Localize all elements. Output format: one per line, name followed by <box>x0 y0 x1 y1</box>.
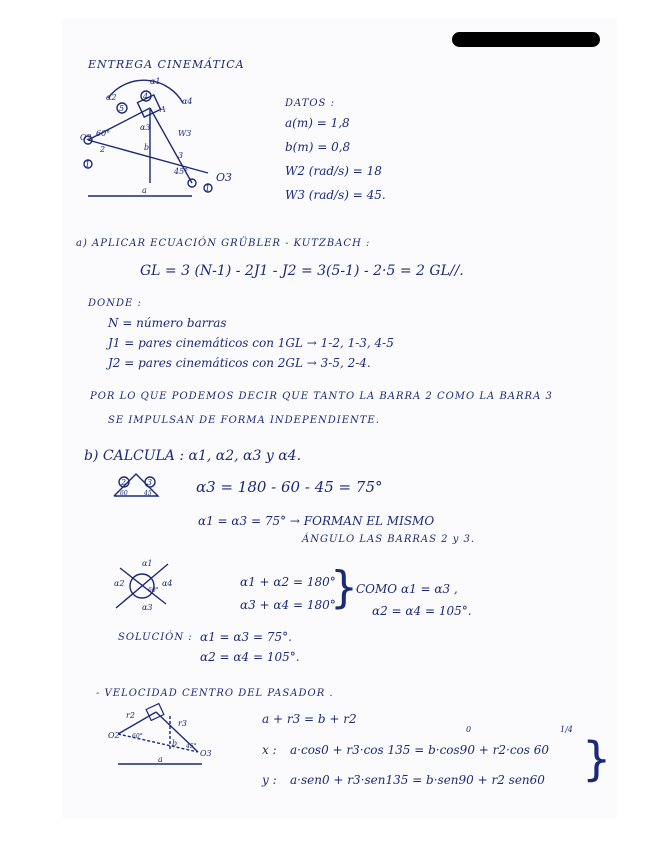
system-brace: } <box>330 562 358 613</box>
label-o3: O3 <box>216 171 233 184</box>
datos-line: a(m) = 1,8 <box>285 116 350 130</box>
y-equation: a·sen0 + r3·sen135 = b·sen90 + r2 sen60 <box>290 773 545 787</box>
label-alpha3: α3 <box>140 123 151 132</box>
x-equation: a·cos0 + r3·cos 135 = b·cos90 + r2·cos 60 <box>290 743 550 757</box>
conclusion-line-1: POR LO QUE PODEMOS DECIR QUE TANTO LA BARRA 2 COMO LA BARRA 3 <box>90 391 553 402</box>
alpha1-note: ÁNGULO LAS BARRAS 2 y 3. <box>302 534 476 545</box>
vel-label-45: 45° <box>186 743 197 750</box>
como-line-2: α2 = α4 = 105°. <box>372 604 472 618</box>
cross-alpha1: α1 <box>142 559 153 568</box>
vector-equation: a + r3 = b + r2 <box>262 712 357 726</box>
datos-line: W3 (rad/s) = 45. <box>285 188 386 202</box>
label-node-2: 2 <box>100 145 106 154</box>
section-b-heading: b) CALCULA : α1, α2, α3 y α4. <box>84 448 302 464</box>
definition-line: N = número barras <box>108 316 227 330</box>
xy-brace: } <box>582 732 612 786</box>
label-node-1a: 1 <box>85 160 91 169</box>
label-o2: O2 <box>80 133 92 142</box>
como-line-1: COMO α1 = α3 , <box>356 582 458 596</box>
system-eq-2: α3 + α4 = 180° <box>240 598 336 612</box>
system-eq-1: α1 + α2 = 180° <box>240 575 336 589</box>
y-label: y : <box>262 773 277 787</box>
label-A: A <box>160 105 166 114</box>
superscript-quarter: 1/4 <box>560 725 573 734</box>
datos-heading: DATOS : <box>285 98 335 109</box>
tri-label-2: 2 <box>121 478 127 487</box>
label-node-4: 4 <box>143 92 149 101</box>
section-a-heading: a) APLICAR ECUACIÓN GRÜBLER - KUTZBACH : <box>76 238 371 249</box>
vel-label-o3: O3 <box>200 749 212 758</box>
vector-r2 <box>118 712 156 734</box>
label-node-1b: 1 <box>205 184 211 193</box>
velocity-diagram <box>108 702 222 772</box>
label-w3: W3 <box>178 129 192 138</box>
gruebler-equation: GL = 3 (N-1) - 2J1 - J2 = 3(5-1) - 2·5 = 2 GL//. <box>140 263 464 279</box>
tri-label-45: 45 <box>144 490 152 497</box>
crossing-angles-diagram <box>112 560 176 612</box>
label-b: b <box>144 143 150 152</box>
superscript-zero: 0 <box>466 725 472 734</box>
redaction-bar <box>452 32 600 47</box>
label-45: 45° <box>174 167 189 176</box>
vel-label-r3: r3 <box>178 719 187 728</box>
datos-line: W2 (rad/s) = 18 <box>285 164 382 178</box>
document-title: ENTREGA CINEMÁTICA <box>88 58 245 71</box>
label-60: 60° <box>96 129 111 138</box>
conclusion-line-2: SE IMPULSAN DE FORMA INDEPENDIENTE. <box>108 415 380 426</box>
donde-label: DONDE : <box>88 298 142 309</box>
vel-label-a: a <box>158 755 163 764</box>
label-node-5: 5 <box>119 104 125 113</box>
cross-alpha2: α2 <box>114 579 125 588</box>
cross-60: 60° <box>148 587 159 594</box>
alpha1-statement: α1 = α3 = 75° → FORMAN EL MISMO <box>198 514 435 528</box>
tri-label-60: 60 <box>120 490 128 497</box>
vel-label-o2: O2 <box>108 731 120 740</box>
solution-line-1: α1 = α3 = 75°. <box>200 630 292 644</box>
alpha3-calc: α3 = 180 - 60 - 45 = 75° <box>196 478 383 496</box>
label-a: a <box>142 186 147 195</box>
solution-line-2: α2 = α4 = 105°. <box>200 650 300 664</box>
definition-line: J1 = pares cinemáticos con 1GL → 1-2, 1-3, 4-5 <box>108 336 394 350</box>
mechanism-diagram <box>78 78 238 203</box>
x-label: x : <box>262 743 277 757</box>
label-alpha2: α2 <box>106 93 117 102</box>
tri-label-3: 3 <box>147 478 153 487</box>
velocity-heading: - VELOCIDAD CENTRO DEL PASADOR . <box>96 688 334 699</box>
solucion-label: SOLUCIÓN : <box>118 632 193 643</box>
label-node-3: 3 <box>178 151 184 160</box>
definition-line: J2 = pares cinemáticos con 2GL → 3-5, 2-4. <box>108 356 371 370</box>
vel-label-b: b <box>172 739 178 748</box>
vel-label-60: 60° <box>132 733 143 740</box>
label-alpha4: α4 <box>182 97 193 106</box>
cross-alpha3: α3 <box>142 603 153 612</box>
label-alpha1: α1 <box>150 77 161 86</box>
triangle-diagram <box>112 472 162 498</box>
cross-alpha4: α4 <box>162 579 173 588</box>
vel-label-r2: r2 <box>126 711 135 720</box>
datos-line: b(m) = 0,8 <box>285 140 351 154</box>
